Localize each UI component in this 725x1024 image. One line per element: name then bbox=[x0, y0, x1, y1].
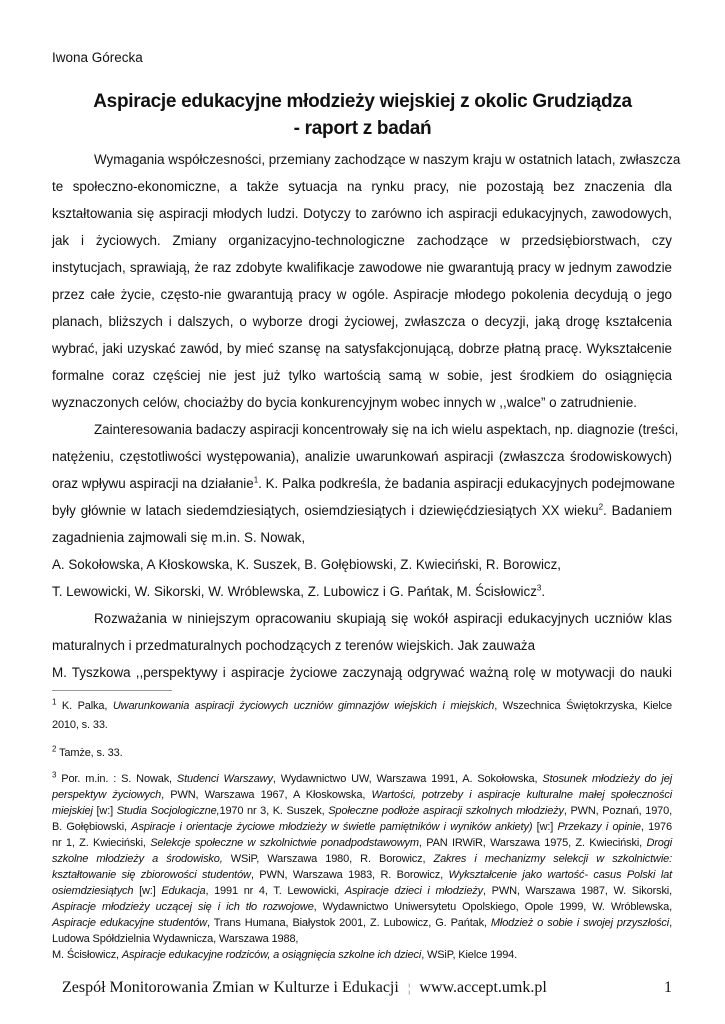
footer-separator: ¦ bbox=[407, 980, 411, 995]
document-title bbox=[0, 88, 725, 142]
footnote-ref-3[interactable]: 3 bbox=[536, 583, 542, 593]
text-line: wyznaczonych celów, chociażby do bycia konkurencyjnym wobec innych w ,,walce” o zatrudnienie. bbox=[52, 395, 638, 410]
text-span: , 1991 nr 4, T. Lewowicki, bbox=[205, 885, 345, 897]
title-line: Aspiracje edukacyjne młodzieży wiejskiej z okolic Grudziądza bbox=[93, 91, 632, 112]
cited-title: Aspiracje edukacyjne studentów bbox=[52, 917, 207, 929]
text-span: Tamże, s. 33. bbox=[56, 747, 123, 759]
paragraph-2 bbox=[52, 416, 679, 605]
cited-title: Aspiracje młodzieży uczącej się i ich tło rozwojowe bbox=[52, 901, 314, 913]
footnote-1 bbox=[52, 697, 672, 735]
cited-title: Drogi bbox=[646, 837, 672, 849]
text-line bbox=[52, 497, 672, 524]
footnote-number: 1 bbox=[52, 697, 57, 707]
footnote-2 bbox=[52, 745, 672, 761]
footnote-ref-2[interactable]: 2 bbox=[598, 502, 604, 512]
footer-organization: Zespół Monitorowania Zmian w Kulturze i Edukacji bbox=[62, 979, 399, 996]
text-line: A. Sokołowska, A Kłoskowska, K. Suszek, B. Gołębiowski, Z. Kwieciński, R. Borowicz, bbox=[52, 557, 562, 572]
footnote-ref-1[interactable]: 1 bbox=[253, 475, 259, 485]
cited-title: Młodzież o sobie i swojej przyszłości bbox=[490, 917, 670, 929]
text-span: oraz wpływu aspiracji na działanie bbox=[52, 476, 254, 491]
cited-title: Selekcje społeczne w szkolnictwie ponadpodstawowym bbox=[150, 837, 419, 849]
cited-title: Przekazy i opinie bbox=[557, 821, 641, 833]
text-line: M. Tyszkowa ,,perspektywy i aspiracje życiowe zaczynają odgrywać ważną rolę w motywacji do nauki bbox=[52, 665, 672, 680]
paragraph-3 bbox=[52, 605, 672, 686]
text-span: , Trans Humana, Białystok 2001, Z. Lubowicz, G. Pańtak, bbox=[206, 917, 491, 929]
text-line: zagadnienia zajmowali się m.in. S. Nowak, bbox=[52, 530, 306, 545]
footnote-line: 2010, s. 33. bbox=[52, 719, 108, 731]
footer-url-link[interactable]: www.accept.umk.pl bbox=[419, 979, 547, 996]
footnote-separator bbox=[52, 690, 172, 691]
text-span: , 1976 bbox=[640, 821, 672, 833]
footnote-line bbox=[52, 787, 672, 803]
footnote-line bbox=[52, 745, 672, 761]
text-line: wybrać, jaki uzyskać zawód, by mieć szansę na satysfakcjonującą, dobrze płatną pracę. Wykształcenie bbox=[52, 341, 672, 356]
footnote-line bbox=[52, 851, 672, 867]
text-line: Rozważania w niniejszym opracowaniu skupiają się wokół aspiracji edukacyjnych uczniów klas bbox=[94, 611, 672, 626]
text-span: WSiP, Warszawa 1980, R. Borowicz, bbox=[222, 853, 434, 865]
text-span: B. Gołębiowski, bbox=[52, 821, 132, 833]
footnote-3 bbox=[52, 771, 672, 963]
cited-title: perspektyw życiowych bbox=[52, 789, 162, 801]
cited-title: Studia Socjologiczne, bbox=[116, 805, 220, 817]
text-line: natężeniu, częstotliwości występowania), analizie uwarunkowań aspiracji (zwłaszcza środowiskowych) bbox=[52, 449, 672, 464]
page-number: 1 bbox=[664, 979, 672, 996]
cited-title: Zakres i mechanizmy selekcji w szkolnictwie: bbox=[433, 853, 672, 865]
text-line: instytucjach, sprawiają, że raz zdobyte kwalifikacje zawodowe nie gwarantują pracy w jednym zawodzie bbox=[52, 260, 672, 275]
cited-title: Aspiracje edukacyjne rodziców, a osiągnięcia szkolne ich dzieci bbox=[121, 949, 422, 961]
text-line: formalne coraz częściej nie jest już tylko wartością samą w sobie, jest środkiem do osiągnięcia bbox=[52, 368, 672, 383]
text-span: , PWN, Warszawa 1983, R. Borowicz, bbox=[250, 869, 449, 881]
text-span: , Wydawnictwo UW, Warszawa 1991, A. Sokołowska, bbox=[272, 773, 543, 785]
cited-title: osiemdziesiątych bbox=[52, 885, 134, 897]
text-span: , PWN, Warszawa 1987, W. Sikorski, bbox=[483, 885, 673, 897]
footnote-number: 3 bbox=[52, 770, 57, 780]
paragraph-1 bbox=[52, 146, 681, 416]
author-name: Iwona Górecka bbox=[52, 50, 143, 65]
cited-title: szkolne młodzieży a środowisko, bbox=[52, 853, 223, 865]
cited-title: Aspiracje i orientacje życiowe młodzieży w świetle pamiętników i wyników ankiety) bbox=[131, 821, 533, 833]
cited-title: Uwarunkowania aspiracji życiowych uczniów gimnazjów wiejskich i miejskich bbox=[112, 700, 495, 712]
body-text bbox=[52, 146, 681, 686]
title-line: - raport z badań bbox=[293, 118, 432, 139]
text-line: Wymagania współczesności, przemiany zachodzące w naszym kraju w ostatnich latach, zwłaszcza bbox=[94, 152, 681, 167]
text-span: , Wydawnictwo Uniwersytetu Opolskiego, Opole 1999, W. Wróblewska, bbox=[313, 901, 672, 913]
text-span: M. Ścisłowicz, bbox=[52, 949, 122, 961]
cited-title: Aspiracje dzieci i młodzieży bbox=[344, 885, 483, 897]
text-line: przez całe życie, często-nie gwarantują pracy w ogóle. Aspiracje młodego pokolenia decydują o jego bbox=[52, 287, 672, 302]
text-span: były głównie w latach siedemdziesiątych, osiemdziesiątych i dziewięćdziesiątych XX wieku bbox=[52, 503, 599, 518]
text-span: , WSiP, Kielce 1994. bbox=[421, 949, 518, 961]
footnote-line bbox=[52, 915, 672, 931]
footnote-line bbox=[52, 819, 672, 835]
cited-title: Studenci Warszawy bbox=[176, 773, 273, 785]
text-span: K. Palka, bbox=[56, 700, 113, 712]
footnote-line bbox=[52, 931, 672, 947]
text-span: [w:] bbox=[133, 885, 162, 897]
footnote-line bbox=[52, 697, 672, 716]
footnote-number: 2 bbox=[52, 744, 57, 754]
text-line: jak i życiowych. Zmiany organizacyjno-technologiczne zachodzące w przedsiębiorstwach, czy bbox=[52, 233, 672, 248]
text-span: Ludowa Spółdzielnia Wydawnicza, Warszawa 1988, bbox=[52, 933, 299, 945]
footnote-line bbox=[52, 803, 672, 819]
text-line: Zainteresowania badaczy aspiracji koncentrowały się na ich wielu aspektach, np. diagnozie (treści, bbox=[94, 422, 679, 437]
text-line bbox=[52, 578, 672, 605]
cited-title: miejskiej bbox=[52, 805, 93, 817]
text-span: , PWN, Warszawa 1967, A Kłoskowska, bbox=[161, 789, 372, 801]
page-footer bbox=[62, 978, 672, 998]
cited-title: Wykształcenie jako wartość- casus Polski lat bbox=[448, 869, 672, 881]
text-span: T. Lewowicki, W. Sikorski, W. Wróblewska, Z. Lubowicz i G. Pańtak, M. Ścisłowicz bbox=[52, 584, 537, 599]
text-line: kształtowania się aspiracji młodych ludzi. Dotyczy to zarówno ich aspiracji edukacyjnych, zawodowych, bbox=[52, 206, 672, 221]
text-span: [w:] bbox=[92, 805, 117, 817]
footnote-line bbox=[52, 771, 672, 787]
text-span: [w:] bbox=[532, 821, 558, 833]
text-line: te społeczno-ekonomiczne, a także sytuacja na rynku pracy, nie pozostają bez znaczenia dla bbox=[52, 179, 672, 194]
cited-title: Społeczne podłoże aspiracji szkolnych młodzieży bbox=[328, 805, 564, 817]
text-line bbox=[52, 470, 675, 497]
text-span: Por. m.in. : S. Nowak, bbox=[56, 773, 177, 785]
footnote-line bbox=[52, 835, 672, 851]
footnote-line bbox=[52, 947, 672, 963]
text-span: , bbox=[669, 917, 672, 929]
text-span: , PWN, Poznań, 1970, bbox=[563, 805, 673, 817]
footnote-line bbox=[52, 867, 672, 883]
footnote-line bbox=[52, 883, 672, 899]
cited-title: kształtowanie się zbiorowości studentów bbox=[52, 869, 251, 881]
cited-title: Wartości, potrzeby i aspiracje kulturalne małej społeczności bbox=[371, 789, 672, 801]
text-line: maturalnych i przedmaturalnych pochodzących z terenów wiejskich. Jak zauważa bbox=[52, 638, 536, 653]
text-span: nr 1, Z. Kwieciński, bbox=[52, 837, 151, 849]
text-span: , Wszechnica Świętokrzyska, Kielce bbox=[494, 700, 673, 712]
cited-title: Edukacja bbox=[161, 885, 206, 897]
cited-title: Stosunek młodzieży do jej bbox=[542, 773, 672, 785]
text-span: . bbox=[541, 584, 546, 599]
text-span: , PAN IRWiR, Warszawa 1975, Z. Kwieciński, bbox=[418, 837, 647, 849]
text-span: . K. Palka podkreśla, że badania aspiracji edukacyjnych podejmowane bbox=[258, 476, 675, 491]
text-span: 1970 nr 3, K. Suszek, bbox=[219, 805, 329, 817]
text-line: planach, bliższych i dalszych, o wyborze drogi życiowej, zwłaszcza o decyzji, jaką drogę kształcenia bbox=[52, 314, 672, 329]
footnote-line bbox=[52, 899, 672, 915]
text-span: . Badaniem bbox=[603, 503, 672, 518]
